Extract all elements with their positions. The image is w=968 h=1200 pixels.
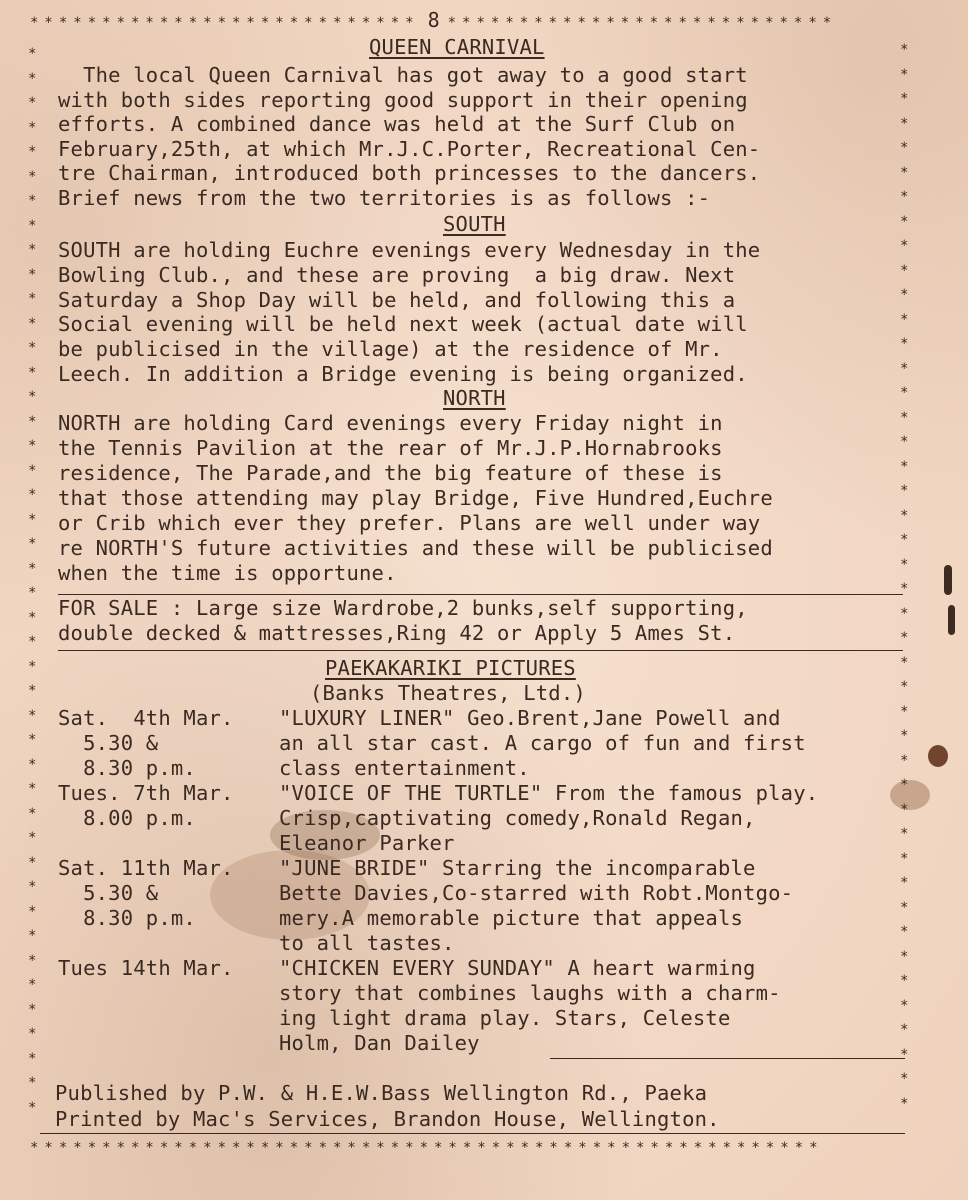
divider-rule [40,1133,905,1134]
text-line: re NORTH'S future activities and these will be publicised [58,536,773,560]
show-description: "CHICKEN EVERY SUNDAY" A heart warming [279,956,756,980]
divider-rule [58,594,903,595]
text-line: with both sides reporting good support in their opening [58,87,748,112]
border-stars: *************************** [30,15,420,31]
show-description: an all star cast. A cargo of fun and first [279,731,806,755]
text-line: that those attending may play Bridge, Five Hundred,Euchre [58,486,773,510]
show-description: Eleanor Parker [279,831,455,855]
show-date: Sat. 4th Mar. [58,706,234,730]
text-line: efforts. A combined dance was held at the Surf Club on [58,112,736,137]
show-date: Tues. 7th Mar. [58,781,234,805]
text-line: The local Queen Carnival has got away to a good start [58,63,748,87]
text-line: residence, The Parade,and the big feature of these is [58,461,723,485]
show-description: "VOICE OF THE TURTLE" From the famous play. [279,781,819,805]
show-description: Bette Davies,Co-starred with Robt.Montgo- [279,881,794,905]
text-line: be publicised in the village) at the residence of Mr. [58,337,723,362]
text-line: NORTH are holding Card evenings every Friday night in [58,411,723,435]
text-line: the Tennis Pavilion at the rear of Mr.J.P.Hornabrooks [58,436,723,460]
text-line: Bowling Club., and these are proving a big draw. Next [58,262,736,287]
show-description: story that combines laughs with a charm- [279,981,781,1005]
show-description: "JUNE BRIDE" Starring the incomparable [279,856,756,880]
text-line: tre Chairman, introduced both princesses to the dancers. [58,161,761,186]
text-line: February,25th, at which Mr.J.C.Porter, Recreational Cen- [58,136,761,161]
show-date: 8.30 p.m. [58,906,196,930]
border-stars: *************************** [447,15,838,31]
show-description: "LUXURY LINER" Geo.Brent,Jane Powell and [279,706,781,730]
text-line: when the time is opportune. [58,561,397,585]
show-date: 8.30 p.m. [58,756,196,780]
ink-mark [948,605,955,635]
border-stars: ******************************************************* [30,1140,824,1156]
section-title-queen-carnival: QUEEN CARNIVAL [369,35,545,59]
text-line: SOUTH are holding Euchre evenings every Wednesday in the [58,238,761,262]
divider-rule [550,1058,905,1059]
text-line: FOR SALE : Large size Wardrobe,2 bunks,self supporting, [58,596,748,620]
section-heading-south: SOUTH [443,212,506,236]
text-line: Social evening will be held next week (actual date will [58,312,748,337]
top-border [30,8,910,32]
show-date: Tues 14th Mar. [58,956,234,980]
text-line: Published by P.W. & H.E.W.Bass Wellington Rd., Paeka [55,1081,708,1105]
ink-mark [944,565,952,595]
page-number: 8 [427,8,440,32]
text-line: Brief news from the two territories is as follows :- [58,186,711,210]
left-border: * * * * * * * * * * * * * * * * * * * * * * * * * * * * * * * * * * * * * * * * * * * * [28,46,37,1116]
show-description: mery.A memorable picture that appeals [279,906,744,930]
show-description: class entertainment. [279,756,530,780]
section-title-pictures: PAEKAKARIKI PICTURES [325,656,576,680]
pictures-subtitle: (Banks Theatres, Ltd.) [310,681,586,705]
show-date: 5.30 & [58,881,159,905]
ink-blot [928,745,948,767]
text-line: Printed by Mac's Services, Brandon House, Wellington. [55,1107,720,1131]
text-line: or Crib which ever they prefer. Plans are well under way [58,511,761,535]
text-line: Saturday a Shop Day will be held, and following this a [58,287,736,312]
show-date: Sat. 11th Mar. [58,856,234,880]
bottom-border [30,1140,910,1156]
show-date: 8.00 p.m. [58,806,196,830]
right-border: * * * * * * * * * * * * * * * * * * * * * * * * * * * * * * * * * * * * * * * * * * * * [900,42,909,1112]
section-heading-north: NORTH [443,386,506,410]
show-date: 5.30 & [58,731,159,755]
text-line: Leech. In addition a Bridge evening is being organized. [58,362,748,386]
show-description: Holm, Dan Dailey [279,1031,480,1055]
show-description: Crisp,captivating comedy,Ronald Regan, [279,806,756,830]
divider-rule [58,650,903,651]
show-description: ing light drama play. Stars, Celeste [279,1006,731,1030]
text-line: double decked & mattresses,Ring 42 or Apply 5 Ames St. [58,621,736,645]
show-description: to all tastes. [279,931,455,955]
